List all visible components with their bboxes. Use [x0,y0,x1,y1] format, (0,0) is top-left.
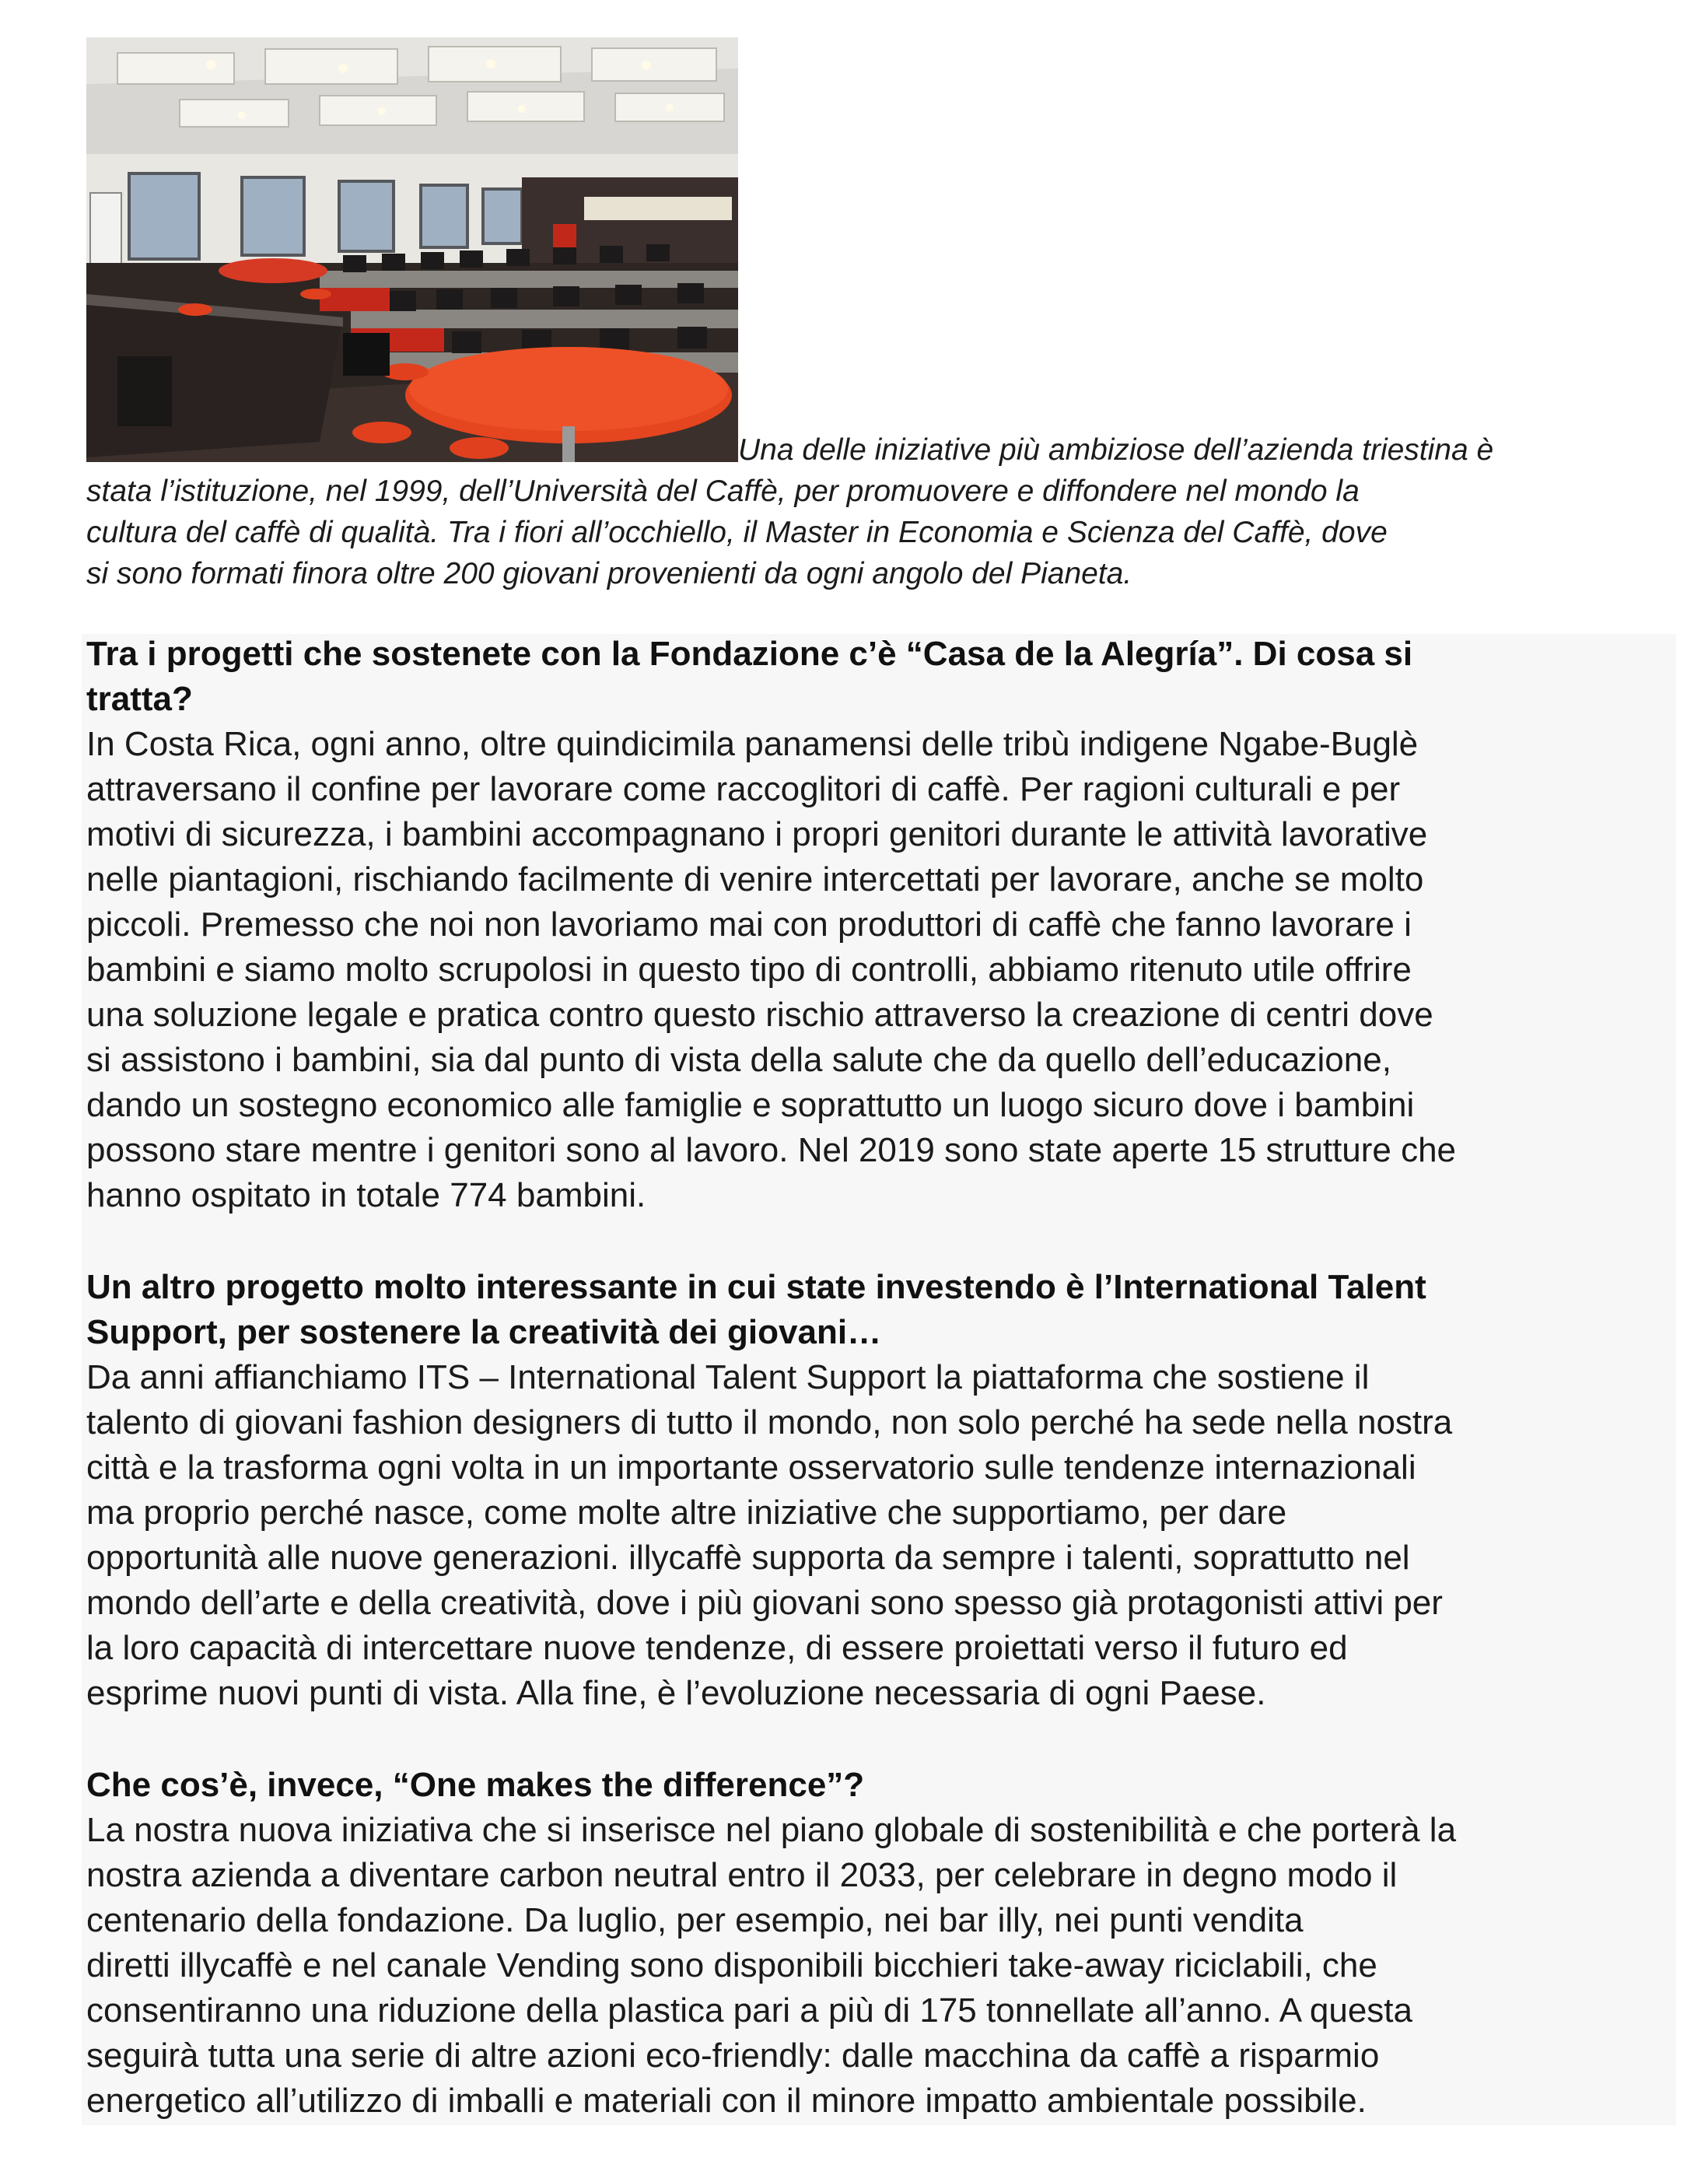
question-line: Che cos’è, invece, “One makes the difference”? [86,1766,865,1804]
question-line: Support, per sostenere la creatività dei giovani… [86,1313,882,1351]
answer-line: talento di giovani fashion designers di tutto il mondo, non solo perché ha sede nella nostra [86,1403,1453,1441]
question-line: tratta? [86,680,193,718]
interview-section-casa-de-la-alegria [86,632,1689,1218]
answer-line: dando un sostegno economico alle famiglie e soprattutto un luogo sicuro dove i bambini [86,1086,1415,1124]
answer-paragraph [86,1808,1689,2124]
answer-line: possono stare mentre i genitori sono al lavoro. Nel 2019 sono state aperte 15 strutture che [86,1131,1457,1169]
answer-line: nostra azienda a diventare carbon neutral entro il 2033, per celebrare in degno modo il [86,1856,1398,1894]
photo-caption [86,429,1650,594]
answer-line: città e la trasforma ogni volta in un importante osservatorio sulle tendenze internazionali [86,1448,1416,1487]
answer-line: mondo dell’arte e della creatività, dove i più giovani sono spesso già protagonisti attivi per [86,1584,1443,1622]
answer-line: Da anni affianchiamo ITS – International Talent Support la piattaforma che sostiene il [86,1358,1370,1396]
caption-line: cultura del caffè di qualità. Tra i fiori all’occhiello, il Master in Economia e Scienza del Caffè, dove [86,516,1388,549]
answer-line: consentiranno una riduzione della plastica pari a più di 175 tonnellate all’anno. A questa [86,1991,1412,2030]
answer-line: opportunità alle nuove generazioni. illycaffè supporta da sempre i talenti, soprattutto nel [86,1539,1410,1577]
answer-line: centenario della fondazione. Da luglio, per esempio, nei bar illy, nei punti vendita [86,1901,1304,1939]
question-heading [86,632,1689,722]
answer-line: piccoli. Premesso che noi non lavoriamo mai con produttori di caffè che fanno lavorare i [86,905,1412,944]
question-heading [86,1265,1689,1355]
caption-line: stata l’istituzione, nel 1999, dell’Università del Caffè, per promuovere e diffondere nel mondo la [86,475,1360,508]
answer-line: energetico all’utilizzo di imballi e materiali con il minore impatto ambientale possibile. [86,2082,1367,2120]
answer-line: seguirà tutta una serie di altre azioni eco-friendly: dalle macchina da caffè a risparmio [86,2037,1380,2075]
question-line: Un altro progetto molto interessante in cui state investendo è l’International Talent [86,1268,1426,1306]
caption-line: Una delle iniziative più ambiziose dell’azienda triestina è [738,433,1494,467]
answer-line: bambini e siamo molto scrupolosi in questo tipo di controlli, abbiamo ritenuto utile offrire [86,951,1412,989]
answer-line: la loro capacità di intercettare nuove tendenze, di essere proiettati verso il futuro ed [86,1629,1348,1667]
answer-line: hanno ospitato in totale 774 bambini. [86,1176,646,1214]
question-line: Tra i progetti che sostenete con la Fondazione c’è “Casa de la Alegría”. Di cosa si [86,635,1413,673]
answer-paragraph [86,722,1689,1218]
answer-line: La nostra nuova iniziativa che si inserisce nel piano globale di sostenibilità e che porterà la [86,1811,1457,1849]
question-heading [86,1763,1689,1808]
answer-line: una soluzione legale e pratica contro questo rischio attraverso la creazione di centri dove [86,996,1433,1034]
answer-line: motivi di sicurezza, i bambini accompagnano i propri genitori durante le attività lavorative [86,815,1428,853]
answer-paragraph [86,1355,1689,1716]
answer-line: In Costa Rica, ogni anno, oltre quindicimila panamensi delle tribù indigene Ngabe-Buglè [86,725,1419,763]
answer-line: nelle piantagioni, rischiando facilmente di venire intercettati per lavorare, anche se molto [86,860,1424,898]
answer-line: attraversano il confine per lavorare come raccoglitori di caffè. Per ragioni culturali e per [86,770,1401,808]
answer-line: diretti illycaffè e nel canale Vending sono disponibili bicchieri take-away riciclabili, che [86,1946,1377,1984]
caption-line: si sono formati finora oltre 200 giovani provenienti da ogni angolo del Pianeta. [86,557,1132,590]
classroom-photo [86,37,738,462]
answer-line: ma proprio perché nasce, come molte altre iniziative che supportiamo, per dare [86,1494,1287,1532]
interview-section-one-makes-the-difference [86,1763,1689,2124]
answer-line: si assistono i bambini, sia dal punto di vista della salute che da quello dell’educazione, [86,1041,1391,1079]
interview-section-international-talent-support [86,1265,1689,1716]
answer-line: esprime nuovi punti di vista. Alla fine, è l’evoluzione necessaria di ogni Paese. [86,1674,1266,1712]
